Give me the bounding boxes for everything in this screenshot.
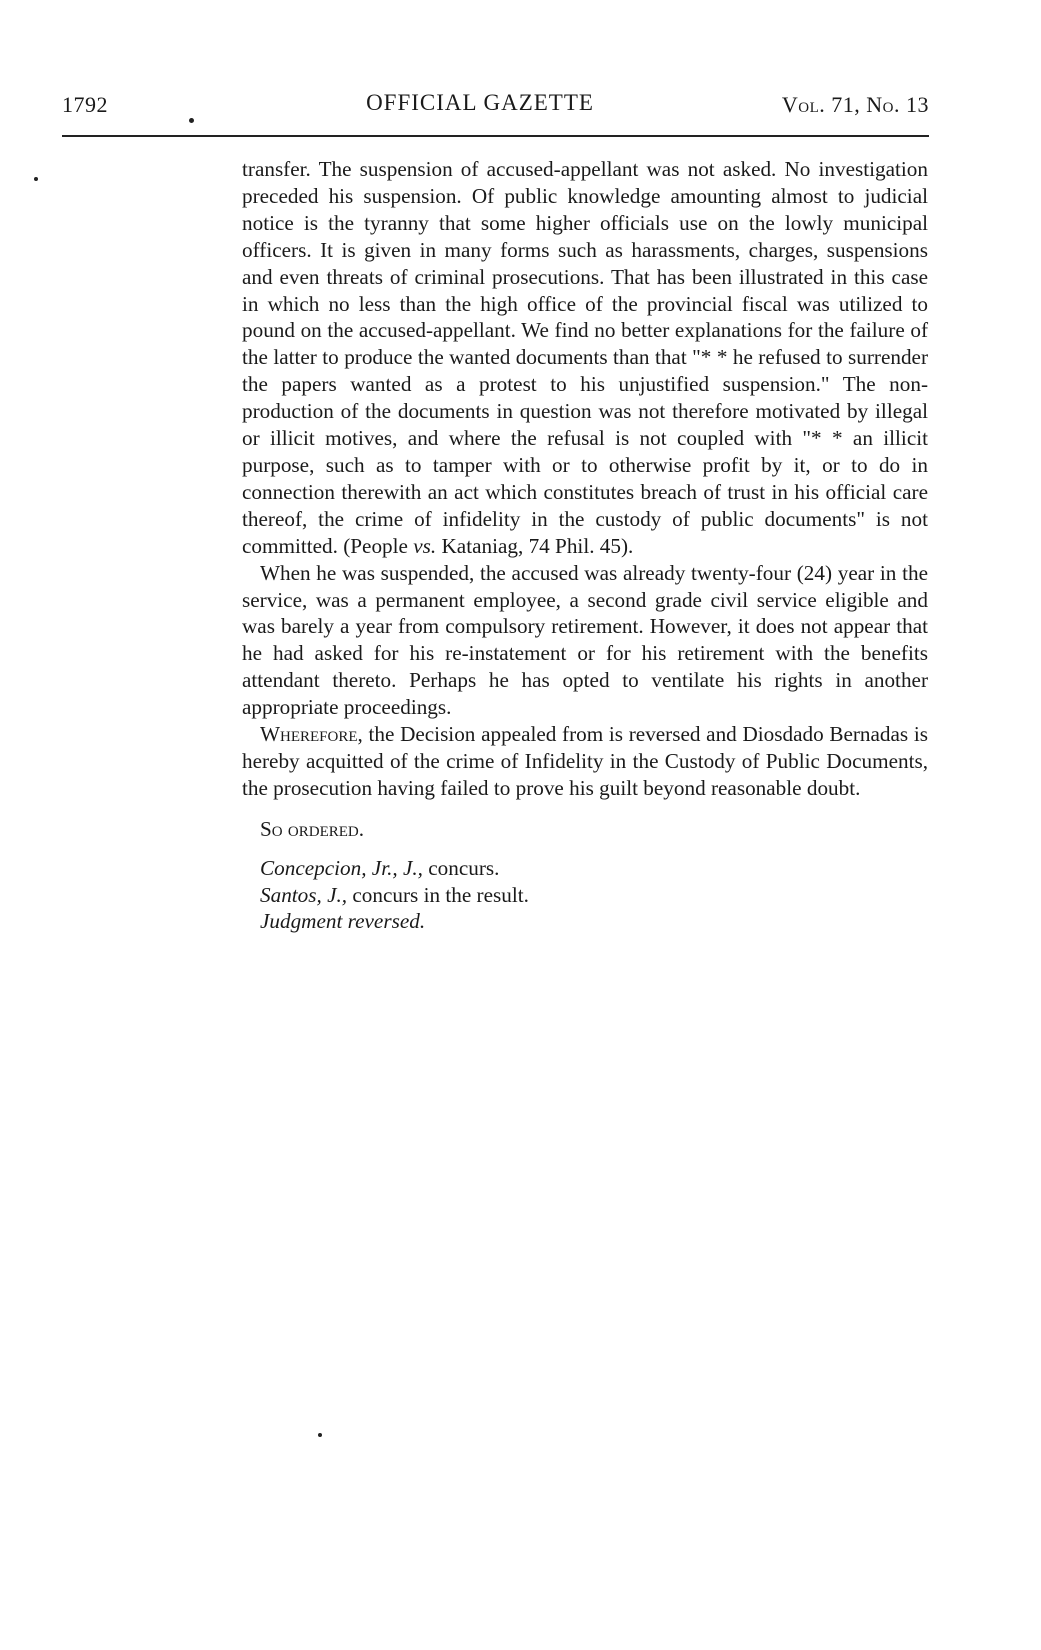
header-rule xyxy=(62,135,929,137)
page-number: 1792 xyxy=(62,92,108,117)
paragraph-suspension: When he was suspended, the accused was already twenty-four (24) year in the service, was a permanent employee, a second grade civil service eligible and was barely a year from compulsory retirement. However, it does not appear that he had asked for his re-instatement or for his retirement with the benefits attendant thereto. Perhaps he has opted to ventilate his rights in another appropriate proceedings. xyxy=(242,560,928,720)
print-speck xyxy=(189,118,194,123)
citation-start: (People xyxy=(343,533,414,558)
concurrence-line xyxy=(242,882,928,909)
judgment-note: Judgment reversed. xyxy=(260,909,426,934)
print-speck xyxy=(318,1433,322,1437)
citation-vs: vs. xyxy=(413,533,437,558)
justice-name: Concepcion, Jr., J., xyxy=(260,855,423,880)
justice-name: Santos, J., xyxy=(260,882,348,907)
paragraph-dispositive xyxy=(242,721,928,802)
so-ordered: So ordered. xyxy=(260,816,365,841)
opinion-text xyxy=(242,156,928,935)
paragraph-continuation xyxy=(242,156,928,560)
concurrence-text: concurs in the result. xyxy=(347,882,529,907)
print-speck xyxy=(34,177,38,181)
running-title: OFFICIAL GAZETTE xyxy=(366,90,594,115)
concurrence-line xyxy=(242,855,928,882)
citation-end: Kataniag, 74 Phil. 45). xyxy=(436,533,634,558)
wherefore-lead: Wherefore xyxy=(260,722,358,747)
concurrence-text: concurs. xyxy=(422,855,500,880)
dispositive-text: , the Decision appealed from is reversed and Diosdado Bernadas is hereby acquitted of the crime of Infidelity in the Custody of Public Documents, the prosecution having failed to prove his guilt beyond reasonable doubt. xyxy=(242,722,928,800)
volume-issue: Vol. 71, No. 13 xyxy=(781,92,929,117)
paragraph-text: transfer. The suspension of accused-appellant was not asked. No investigation preceded his suspension. Of public knowledge amounting almost to judicial notice is the tyranny that some higher officials use on the lowly municipal officers. It is given in many forms such as harassments, charges, suspensions and even threats of criminal prosecutions. That has been illustrated in this case in which no less than the high office of the provincial fiscal was utilized to pound on the accused-appellant. We find no better explanations for the failure of the latter to produce the wanted documents than that "* * he refused to surrender the papers wanted as a protest to his unjustified suspension." The non-production of the documents in question was not therefore motivated by illegal or illicit motives, and where the refusal is not coupled with "* * an illicit purpose, such as to tamper with or to otherwise profit by it, or to do in connection therewith an act which constitutes breach of trust in his official care thereof, the crime of infidelity in the custody of public documents" is not committed. xyxy=(242,157,928,558)
